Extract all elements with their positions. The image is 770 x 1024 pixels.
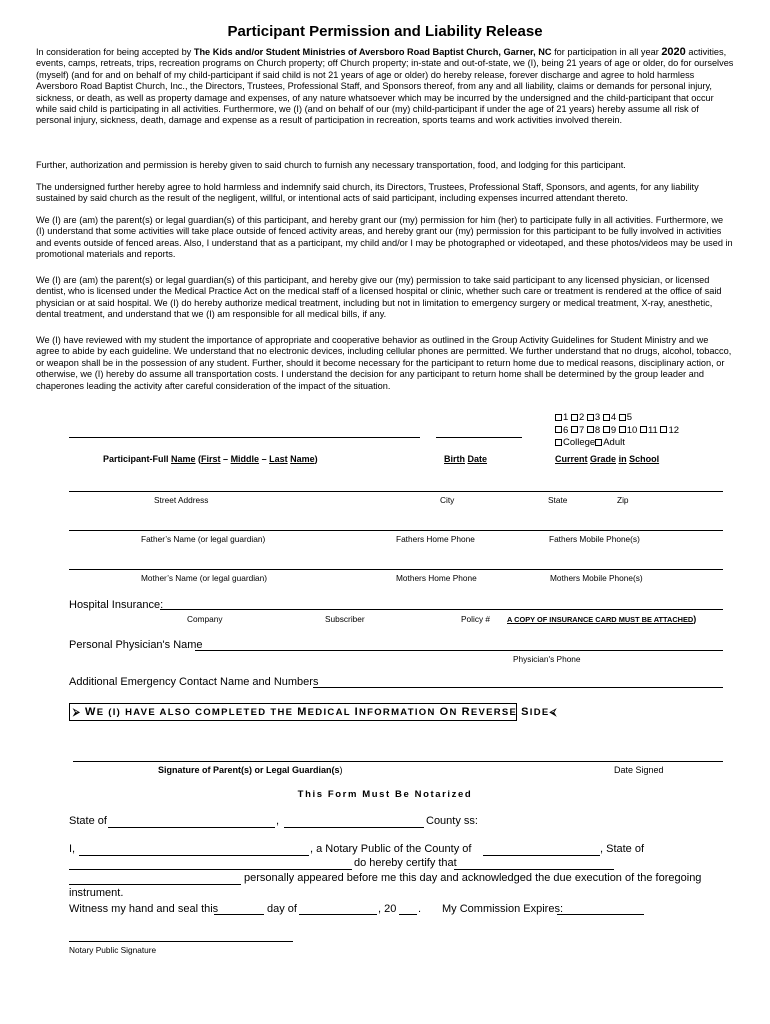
notary-month-line[interactable]	[299, 914, 377, 915]
emergency-contact-line[interactable]	[313, 687, 723, 688]
intro-mid: for participation in all year	[551, 47, 662, 57]
checkbox[interactable]	[640, 426, 647, 433]
intro-org: The Kids and/or Student Ministries of Aversboro Road Baptist Church, Garner, NC	[193, 47, 552, 57]
mother-name-label: Mother’s Name (or legal guardian)	[141, 573, 268, 583]
notary-witness-label: Witness my hand and seal this	[69, 903, 219, 915]
checkbox[interactable]	[555, 426, 562, 433]
notary-commission-line[interactable]	[557, 914, 644, 915]
address-line[interactable]	[69, 491, 723, 492]
signature-line[interactable]	[73, 761, 723, 762]
notary-year-label: , 20	[378, 903, 397, 915]
checkbox[interactable]	[571, 426, 578, 433]
notary-instrument-label: instrument.	[69, 887, 124, 899]
notary-appeared-label: personally appeared before me this day and acknowledged the due execution of the foregoing	[244, 872, 702, 884]
mother-home-phone-label: Mothers Home Phone	[396, 573, 477, 583]
checkbox[interactable]	[603, 414, 610, 421]
notary-county-line[interactable]	[284, 827, 424, 828]
notary-commission-label: My Commission Expires:	[442, 903, 564, 915]
medical-paragraph: We (I) are (am) the parent(s) or legal guardian(s) of this participant, and hereby give our (my) permission to take said participant to any licensed physician, or licensed dentist, who is licensed under the Medical Practice Act on the medical staff of a licensed hospital or clinic, whether such care or treatment is rendered at the office of said physician or at said hospital. We (I) do hereby authorize medical treatment, including but not in limitation to emergency surgery or medical treatment, X-ray, anesthetic, dental treatment, and understand that we (I) am responsible for all medical bills, if any.	[36, 275, 722, 320]
transportation-paragraph: Further, authorization and permission is hereby given to said church to furnish any necessary transportation, food, and lodging for this participant.	[36, 160, 626, 170]
arrow-right-icon: ⮚	[73, 707, 82, 718]
intro-paragraph	[36, 47, 734, 127]
intro-pre: In consideration for being accepted by	[36, 47, 194, 57]
notary-day-line[interactable]	[214, 914, 264, 915]
checkbox[interactable]	[587, 414, 594, 421]
activities-paragraph: We (I) are (am) the parent(s) or legal guardian(s) of this participant, and hereby grant our (my) permission for him (her) to participate fully in all activities. Furthermore, we (I) understand that some activities will take place outside of fenced activity areas, and hereby grant our (my) permission for this participant to be fully involved in activities and events outside of fenced areas. Also, I understand that as a participant, my child and/or I may be photographed or videotaped, and these photos/videos may be used in promotional materials and reports.	[36, 215, 733, 260]
birth-date-label: Birth Date	[444, 454, 488, 464]
notary-signature-label: Notary Public Signature	[69, 945, 157, 955]
mother-mobile-phone-label: Mothers Mobile Phone(s)	[550, 573, 643, 583]
medical-info-banner: ⮚ WE (I) HAVE ALSO COMPLETED THE MEDICAL INFORMATION ON REVERSE SIDE⮘	[69, 703, 517, 721]
checkbox[interactable]	[555, 439, 562, 446]
state-label: State	[548, 495, 568, 505]
hospital-insurance-label: Hospital Insurance:	[69, 599, 164, 611]
grade-row-2: 6 7 8 9 10 11 12	[555, 425, 679, 438]
checkbox[interactable]	[603, 426, 610, 433]
street-address-label: Street Address	[154, 495, 209, 505]
checkbox[interactable]	[595, 439, 602, 446]
insurance-card-note: A COPY OF INSURANCE CARD MUST BE ATTACHED)	[507, 614, 697, 624]
mother-line[interactable]	[69, 569, 723, 570]
participant-name-line[interactable]	[69, 437, 420, 438]
father-mobile-phone-label: Fathers Mobile Phone(s)	[549, 534, 640, 544]
father-home-phone-label: Fathers Home Phone	[396, 534, 475, 544]
notary-state-label: State of	[69, 815, 107, 827]
notary-state-of-line[interactable]	[69, 869, 352, 870]
grade-options	[555, 412, 679, 450]
physician-name-label: Personal Physician's Name	[69, 639, 203, 651]
participant-name-label: Participant-Full Name (First – Middle – Last Name)	[103, 454, 318, 464]
father-line[interactable]	[69, 530, 723, 531]
notary-certify-line[interactable]	[454, 869, 614, 870]
notary-county-of-line[interactable]	[483, 855, 600, 856]
insurance-line[interactable]	[160, 609, 723, 610]
notarized-notice: This Form Must Be Notarized	[297, 789, 473, 800]
checkbox[interactable]	[555, 414, 562, 421]
intro-year: 2020	[661, 46, 686, 58]
grade-row-1: 1 2 3 4 5	[555, 412, 679, 425]
emergency-contact-label: Additional Emergency Contact Name and Numbers	[69, 676, 319, 688]
checkbox[interactable]	[660, 426, 667, 433]
notary-certify-label: do hereby certify that	[354, 857, 457, 869]
insurance-company-label: Company	[187, 614, 223, 624]
notary-state-line[interactable]	[108, 827, 275, 828]
grade-row-3: College Adult	[555, 437, 679, 450]
insurance-policy-label: Policy #	[461, 614, 491, 624]
indemnify-paragraph: The undersigned further hereby agree to hold harmless and indemnify said church, its Directors, Trustees, Professional Staff, Sponsors, and agents, for any liability sustained by said church as the result of the negligent, willful, or intentional acts of said participant, including expenses incurred attendant thereto.	[36, 182, 699, 204]
checkbox[interactable]	[571, 414, 578, 421]
father-name-label: Father’s Name (or legal guardian)	[141, 534, 266, 544]
notary-name-line[interactable]	[79, 855, 309, 856]
form-title: Participant Permission and Liability Release	[227, 23, 543, 40]
physician-phone-label: Physician's Phone	[513, 654, 581, 664]
notary-state-of-label: , State of	[600, 843, 645, 855]
arrow-left-icon: ⮘	[549, 707, 558, 718]
checkbox[interactable]	[587, 426, 594, 433]
behavior-paragraph: We (I) have reviewed with my student the importance of appropriate and cooperative behavior as outlined in the Group Activity Guidelines for Student Ministry and we agree to abide by each guideline. We understand that no electronic devices, including cellular phones are permitted. We further understand that no drugs, alcohol, tobacco, or weapon shall be in the possession of any student. Further, should it become necessary for the participant to return home due to medical reasons, disciplinary action, or otherwise, we (I) hereby do assume all transportation costs. I understand the decision for any participant to return home shall be determined by the group leader and chaperones leading the activity after careful consideration of the impact of the situation.	[36, 335, 732, 391]
notary-appeared-line[interactable]	[69, 884, 241, 885]
notary-signature-line[interactable]	[69, 941, 293, 942]
notary-county-label: County ss:	[426, 815, 478, 827]
physician-line[interactable]	[195, 650, 723, 651]
zip-label: Zip	[617, 495, 629, 505]
notary-i-label: I,	[69, 843, 76, 855]
date-signed-label: Date Signed	[614, 765, 664, 775]
grade-label: Current Grade in School	[555, 454, 660, 464]
checkbox[interactable]	[619, 414, 626, 421]
intro-post: activities, events, camps, retreats, trips, recreation programs on Church property; off Church property; in-state and out-of-state, we (I), being 21 years of age or older, do for ourselves (myself) (and for and on behalf of my child-participant if said child is not 21 years of age or older) do hereby release, forever discharge and agree to hold harmless Aversboro Road Baptist Church, Inc., the Directors, Trustees, Professional Staff, and Sponsors thereof, from any and all liability, claims or demands for personal injury, sickness, or death, as well as property damage and expenses, of any nature whatsoever which may be incurred by the undersigned and the child-participant that occur while said child is participating in all activities. Furthermore, we (I) (and on behalf of our (my) child-participant if under the age of 21 years) hereby assume all risk of personal injury, sickness, death, damage and expense as a result of participation in recreation, sports teams and work activities involved therein.	[36, 47, 734, 126]
notary-day-of-label: day of	[267, 903, 297, 915]
notary-public-label: , a Notary Public of the County of	[310, 843, 472, 855]
notary-year-line[interactable]	[399, 914, 417, 915]
release-form: Participant Permission and Liability Release In consideration for being accepted by The Kids and/or Student Ministries of Aversboro Road Baptist Church, Garner, NC for participation in all year 2020 activities, events, camps, retreats, trips, recreation programs on Church property; off Church property; in-state and out-of-state, we (I), being 21 years of age or older, do for ourselves (myself) (and for and on behalf of my child-participant if said child is not 21 years of age or older) do hereby release, forever discharge and agree to hold harmless Aversboro Road Baptist Church, Inc., the Directors, Trustees, Professional Staff, and Sponsors thereof, from any and all liability, claims or demands for personal injury, sickness, or death, as well as property damage and expenses, of any nature whatsoever which may be incurred by the undersigned and the child-participant that occur while said child is participating in all activities. Furthermore, we (I) (and on behalf of our (my) child-participant if under the age of 21 years) hereby assume all risk of personal injury, sickness, death, damage and expense as a result of participation in recreation, sports teams and work activities involved therein. Further, authorization and permission is hereby given to said church to furnish any necessary transportation, food, and lodging for this participant. The undersigned further hereby agree to hold harmless and indemnify said church, its Directors, Trustees, Professional Staff, Sponsors, and agents, for any liability sustained by said church as the result of the negligent, willful, or intentional acts of said participant, including expenses incurred attendant thereto. We (I) are (am) the parent(s) or legal guardian(s) of this participant, and hereby grant our (my) permission for him (her) to participate fully in all activities. Furthermore, we (I) understand that some activities will take place outside of fenced activity areas, and hereby grant our (my) permission for this participant to be fully involved in activities and events outside of fenced areas. Also, I understand that as a participant, my child and/or I may be photographed or videotaped, and these photos/videos may be used in promotional materials and reports. We (I) are (am) the parent(s) or legal guardian(s) of this participant, and hereby give our (my) permission to take said participant to any licensed physician, or licensed dentist, who is licensed under the Medical Practice Act on the medical staff of a licensed hospital or clinic, whether such care or treatment is rendered at the office of said physician or at said hospital. We (I) do hereby authorize medical treatment, including but not in limitation to emergency surgery or medical treatment, X-ray, anesthetic, dental treatment, and understand that we (I) am responsible for all medical bills, if any. We (I) have reviewed with my student the importance of appropriate and cooperative behavior as outlined in the Group Activity Guidelines for Student Ministry and we agree to abide by each guideline. We understand that no electronic devices, including cellular phones are permitted. We further understand that no drugs, alcohol, tobacco, or weapon shall be in the possession of any student. Further, should it become necessary for the participant to return home due to medical reasons, disciplinary action, or otherwise, we (I) hereby do assume all transportation costs. I understand the decision for any participant to return home shall be determined by the group leader and chaperones leading the activity after careful consideration of the impact of the situation. 1 2 3 4 5 6 7 8 9 10 11 12 College Adult Participant-Full Name (First – Middle – Last Name) Birth Date Current Grade in School Street Address City State Zip Father’s Name (or legal guardian) Fathers Home Phone Fathers Mobile Phone(s) Mother’s Name (or legal guardian) Mothers Home Phone Mothers Mobile Phone(s) Hospital Insurance: Company Subscriber Policy # A COPY OF INSURANCE CARD MUST BE ATTACHED) Personal Physician's Name Physician's Phone Additional Emergency Contact Name and Numbers ⮚ WE (I) HAVE ALSO COMPLETED THE MEDICAL INFORMATION ON REVERSE SIDE⮘ Signature of Parent(s) or Legal Guardian(s) Date Signed This Form Must Be Notarized State of , County ss: I, , a Notary Public of the County of , State of do hereby certify that personally appeared before me this day and acknowledged the due execution of the foregoing instrument. Witness my hand and seal this day of , 20 . My Commission Expires: Notary Public Signature	[0, 0, 770, 1024]
insurance-subscriber-label: Subscriber	[325, 614, 365, 624]
checkbox[interactable]	[619, 426, 626, 433]
parent-signature-label: Signature of Parent(s) or Legal Guardian(s)	[158, 765, 343, 775]
birth-date-line[interactable]	[436, 437, 522, 438]
city-label: City	[440, 495, 455, 505]
